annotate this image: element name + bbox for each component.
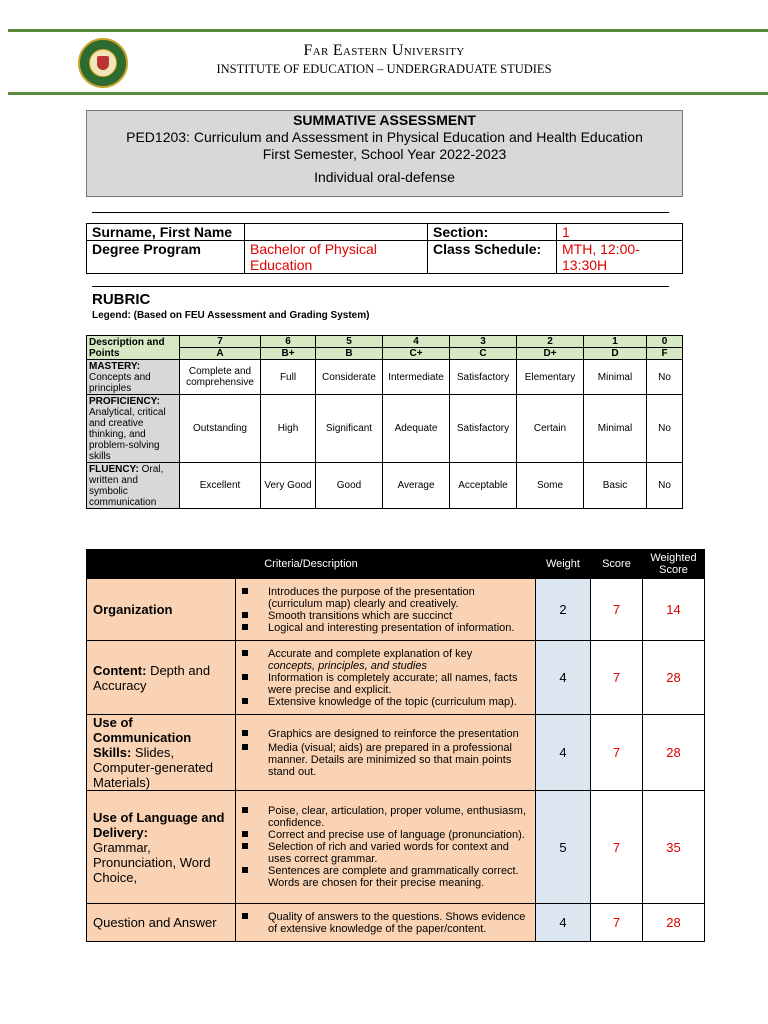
term-line: First Semester, School Year 2022-2023 — [262, 146, 507, 162]
criteria-bullet: Sentences are complete and grammatically correct. Words are chosen for their precise meaning. — [236, 865, 531, 889]
degree-label: Degree Program — [87, 241, 245, 274]
name-label: Surname, First Name — [87, 224, 245, 241]
rubric-cell: No — [647, 360, 683, 395]
rubric-cell: Minimal — [584, 395, 647, 463]
weight-value: 4 — [535, 904, 590, 942]
rubric-cell: Basic — [584, 463, 647, 509]
rubric-cell: Adequate — [383, 395, 450, 463]
rubric-grade: C+ — [383, 348, 450, 360]
rubric-cell: Satisfactory — [450, 360, 517, 395]
rubric-grade: B — [316, 348, 383, 360]
rubric-point: 6 — [261, 336, 316, 348]
rubric-cell: Certain — [517, 395, 584, 463]
criteria-bullet: Accurate and complete explanation of key concepts, principles, and studies — [236, 648, 531, 672]
criteria-row-organization — [87, 579, 705, 641]
criteria-bullet: Media (visual; aids) are prepared in a professional manner. Details are minimized so that main points stand out. — [236, 742, 531, 778]
rubric-point: 4 — [383, 336, 450, 348]
criteria-bullet: Smooth transitions which are succinct — [236, 610, 531, 622]
weighted-score-value: 28 — [642, 641, 704, 715]
rubric-cell: Elementary — [517, 360, 584, 395]
criteria-header: Criteria/Description — [87, 550, 536, 579]
rubric-desc-header: Description and Points — [87, 336, 180, 360]
rubric-cell: Significant — [316, 395, 383, 463]
criteria-bullet: Quality of answers to the questions. Shows evidence of extensive knowledge of the paper/content. — [236, 911, 531, 935]
rubric-row-label — [87, 463, 180, 509]
criteria-name-rest: Question and Answer — [93, 915, 217, 930]
criteria-description — [236, 904, 536, 942]
criteria-name — [87, 791, 236, 904]
rubric-cell: Complete and comprehensive — [180, 360, 261, 395]
rubric-cell: Very Good — [261, 463, 316, 509]
rubric-cell: Good — [316, 463, 383, 509]
section-value: 1 — [557, 224, 683, 241]
rubric-cell: Average — [383, 463, 450, 509]
rubric-point: 0 — [647, 336, 683, 348]
rubric-heading: RUBRIC — [92, 291, 151, 308]
header-bottom-rule — [8, 92, 768, 95]
schedule-value: MTH, 12:00-13:30H — [557, 241, 683, 274]
criteria-row-content — [87, 641, 705, 715]
university-seal-logo — [78, 38, 128, 88]
rubric-grade: D — [584, 348, 647, 360]
rubric-label-rest: Analytical, critical and creative thinking, and problem-solving skills — [89, 406, 166, 462]
course-title: PED1203: Curriculum and Assessment in Physical Education and Health Education — [126, 129, 643, 145]
rubric-cell: Some — [517, 463, 584, 509]
weight-value: 4 — [535, 715, 590, 791]
criteria-bullet: Extensive knowledge of the topic (curriculum map). — [236, 696, 531, 708]
criteria-name — [87, 904, 236, 942]
rubric-cell: Minimal — [584, 360, 647, 395]
rubric-cell: Satisfactory — [450, 395, 517, 463]
criteria-name-bold: Use of Language and Delivery: — [93, 809, 225, 840]
divider — [92, 286, 669, 287]
rubric-grade: A — [180, 348, 261, 360]
score-value: 7 — [590, 904, 642, 942]
criteria-name-rest: Depth and Accuracy — [93, 662, 211, 693]
rubric-row-label — [87, 360, 180, 395]
rubric-cell: Acceptable — [450, 463, 517, 509]
rubric-grade: B+ — [261, 348, 316, 360]
rubric-cell: High — [261, 395, 316, 463]
rubric-point: 3 — [450, 336, 517, 348]
rubric-cell: No — [647, 463, 683, 509]
rubric-table — [86, 335, 683, 509]
assessment-banner — [86, 110, 683, 197]
rubric-cell: Considerate — [316, 360, 383, 395]
rubric-label-bold: MASTERY: — [89, 360, 141, 372]
student-info-table — [86, 223, 683, 274]
rubric-row-proficiency — [87, 395, 683, 463]
rubric-cell: Excellent — [180, 463, 261, 509]
score-value: 7 — [590, 791, 642, 904]
criteria-description — [236, 791, 536, 904]
criteria-row-language — [87, 791, 705, 904]
rubric-row-label — [87, 395, 180, 463]
criteria-bullet: Information is completely accurate; all names, facts were precise and explicit. — [236, 672, 531, 696]
rubric-label-rest: Oral, written and symbolic communication — [89, 463, 164, 508]
rubric-legend: Legend: (Based on FEU Assessment and Grading System) — [92, 310, 370, 321]
criteria-name-rest: Grammar, Pronunciation, Word Choice, — [93, 839, 211, 885]
weighted-score-value: 14 — [642, 579, 704, 641]
score-value: 7 — [590, 715, 642, 791]
weight-value: 5 — [535, 791, 590, 904]
rubric-grade: F — [647, 348, 683, 360]
criteria-name — [87, 641, 236, 715]
criteria-bullet: Introduces the purpose of the presentation (curriculum map) clearly and creatively. — [236, 586, 531, 610]
rubric-cell: Outstanding — [180, 395, 261, 463]
criteria-bullet: Logical and interesting presentation of information. — [236, 622, 531, 634]
weight-header: Weight — [535, 550, 590, 579]
weighted-score-value: 28 — [642, 904, 704, 942]
rubric-point: 5 — [316, 336, 383, 348]
rubric-point: 2 — [517, 336, 584, 348]
rubric-grade: D+ — [517, 348, 584, 360]
criteria-bullet: Poise, clear, articulation, proper volume, enthusiasm, confidence. — [236, 805, 531, 829]
criteria-name-bold: Organization — [93, 602, 173, 617]
criteria-description — [236, 579, 536, 641]
header-top-rule — [8, 29, 768, 32]
name-field[interactable] — [245, 224, 428, 241]
score-value: 7 — [590, 641, 642, 715]
university-name: Far Eastern University — [303, 42, 465, 59]
criteria-row-qa — [87, 904, 705, 942]
criteria-description — [236, 641, 536, 715]
rubric-cell: Full — [261, 360, 316, 395]
weighted-score-header: Weighted Score — [642, 550, 704, 579]
schedule-label: Class Schedule: — [428, 241, 557, 274]
weighted-score-value: 28 — [642, 715, 704, 791]
rubric-row-fluency — [87, 463, 683, 509]
criteria-description — [236, 715, 536, 791]
weighted-score-value: 35 — [642, 791, 704, 904]
criteria-name — [87, 715, 236, 791]
rubric-row-mastery — [87, 360, 683, 395]
section-label: Section: — [428, 224, 557, 241]
degree-value: Bachelor of Physical Education — [245, 241, 428, 274]
criteria-bullet: Selection of rich and varied words for context and uses correct grammar. — [236, 841, 531, 865]
rubric-label-bold: PROFICIENCY: — [89, 395, 160, 407]
rubric-cell: Intermediate — [383, 360, 450, 395]
rubric-point: 1 — [584, 336, 647, 348]
criteria-table — [86, 549, 705, 942]
criteria-bullet: Graphics are designed to reinforce the presentation — [236, 728, 531, 740]
criteria-row-communication — [87, 715, 705, 791]
weight-value: 2 — [535, 579, 590, 641]
rubric-label-rest: Concepts and principles — [89, 371, 151, 394]
score-value: 7 — [590, 579, 642, 641]
score-header: Score — [590, 550, 642, 579]
weight-value: 4 — [535, 641, 590, 715]
criteria-name-bold: Content: — [93, 662, 147, 678]
criteria-bullet: Correct and precise use of language (pronunciation). — [236, 829, 531, 841]
rubric-label-bold: FLUENCY: — [89, 463, 139, 475]
rubric-cell: No — [647, 395, 683, 463]
divider — [92, 212, 669, 213]
criteria-name-rest: Slides, Computer-generated Materials) — [93, 745, 213, 790]
criteria-name — [87, 579, 236, 641]
institute-name: INSTITUTE OF EDUCATION – UNDERGRADUATE STUDIES — [216, 62, 552, 76]
rubric-point: 7 — [180, 336, 261, 348]
assessment-title: SUMMATIVE ASSESSMENT — [293, 112, 476, 128]
rubric-grade: C — [450, 348, 517, 360]
criteria-name-bold: Use of Communication Skills: — [93, 715, 192, 760]
assessment-type: Individual oral-defense — [314, 169, 455, 185]
